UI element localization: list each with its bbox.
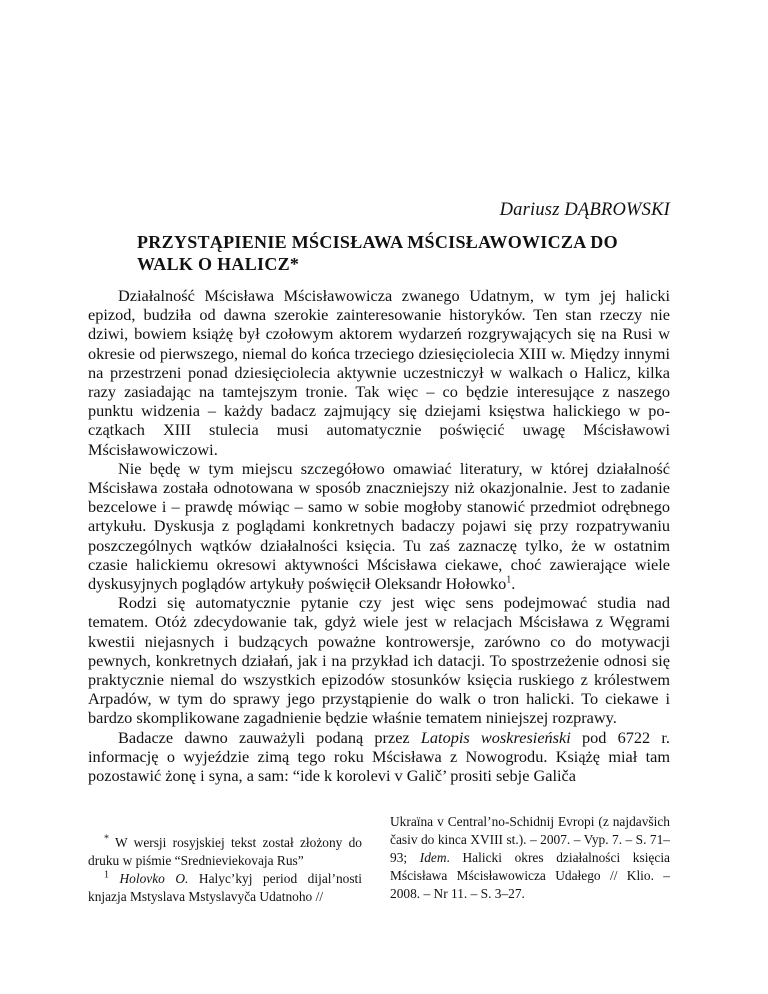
footnotes-right-column <box>390 813 670 903</box>
paragraph-3: Rodzi się automatycznie pytanie czy jest więc sens podejmować studia nad tematem. Otóż zdecydowanie tak, gdyż wiele jest w relacjach Mścisława z Węgrami kwestii niejasnych i budzących poważne kontrowersje, zarówno co do motywacji pewnych, konkretnych działań, jak i na przykład ich datacji. To spostrzeżenie odnosi się praktycznie niemal do wszystkich epizodów stosunków księcia ruskiego z królestwem Arpadów, w tym do sprawy jego przystąpienie do walk o tron halicki. To ciekawe i bardzo skomplikowane zagadnienie będzie właśnie tematem niniejszej rozprawy. <box>88 593 670 728</box>
article-body <box>88 286 670 785</box>
paragraph-4-end: pod 6722 r. informację o wyjeździe zimą tego roku Mścisława z Nowogrodu. Książę miał tam pozostawić żonę i syna, a sam: “ide k korolevi v Galič’ prositi sebje Galiča <box>88 727 671 786</box>
footnote-1-cont-b: . Halicki okres działalności księcia Mścisława Mścisławowicza Udałego // Klio. – 2008. – Nr 11. – S. 3–27. <box>390 850 670 901</box>
footnote-1 <box>88 870 362 906</box>
paragraph-1: Działalność Mścisława Mścisławowicza zwanego Udatnym, w tym jej halicki epizod, budziła od dawna szerokie zainteresowanie historyków. Ten stan rzeczy nie dziwi, bowiem książę był czołowym aktorem wydarzeń rozgrywających się na Rusi w okresie od pierwszego, niemal do końca trzeciego dziesięciolecia XIII w. Między innymi na przestrzeni ponad dziesięciolecia aktywnie uczestniczył w walkach o Halicz, kilka razy zasiadając na tamtejszym tronie. Tak więc – co będzie interesujące z naszego punktu widzenia – każdy badacz zajmujący się dziejami księstwa halickiego w początkach XIII stulecia musi automatycznie poświęcić uwagę Mścisławowi Mścisławowiczowi. <box>88 286 670 459</box>
footnote-1-continued <box>390 813 670 903</box>
article-title: PRZYSTĄPIENIE MŚCISŁAWA MŚCISŁAWOWICZA DO WALK O HALICZ* <box>137 232 618 274</box>
paragraph-2-text: Nie będę w tym miejscu szczegółowo omawiać literatury, w której działalność Mścisława została odnotowana w sposób znaczniejszy niż okazjonalnie. Jest to zadanie bezcelowe i – prawdę mówiąc – samo w sobie mogłoby stanowić przedmiot odrębnego artykułu. Dyskusja z poglądami konkretnych badaczy pojawi się przy rozpatrywaniu poszczególnych wątków działalności księcia. Tu zaś zaznaczę tylko, że w ostatnim czasie halickiemu okresowi aktywności Mścisława ciekawe, choć zawierające wiele dyskusyjnych poglądów artykuły poświęcił Oleksandr Hołowko <box>88 458 670 594</box>
footnote-star-text: W wersji rosyjskiej tekst został złożony do druku w piśmie “Srednieviekovaja Rus” <box>88 835 362 868</box>
paragraph-4 <box>88 728 670 786</box>
footnote-1-cont-a: Ukraïna v Central’no-Schidnij Evropi (z najdavšich časiv do kinca XVIII st.). – 2007. – Vyp. 7. – S. 71–93; <box>390 814 670 865</box>
source-title: Latopis woskresieński <box>420 727 571 747</box>
paragraph-4-start: Badacze dawno zauważyli podaną przez <box>118 727 421 747</box>
footnotes-left-column <box>88 834 362 906</box>
page <box>88 0 670 994</box>
paragraph-2-end: . <box>511 574 516 594</box>
footnote-star-mark: * <box>104 833 109 845</box>
footnote-ref-1[interactable]: 1 <box>506 574 512 586</box>
footnote-star <box>88 834 362 870</box>
paragraph-2 <box>88 459 670 593</box>
footnote-1-mark: 1 <box>104 869 109 881</box>
author-name: Dariusz DĄBROWSKI <box>499 200 670 220</box>
footnote-1-idem: Idem <box>419 850 447 865</box>
footnote-1-text: Halyc’kyj period dijal’nosti knjazja Mstyslava Mstyslavyča Udatnoho // <box>88 871 362 904</box>
footnote-1-author: Holovko O. <box>119 871 189 886</box>
